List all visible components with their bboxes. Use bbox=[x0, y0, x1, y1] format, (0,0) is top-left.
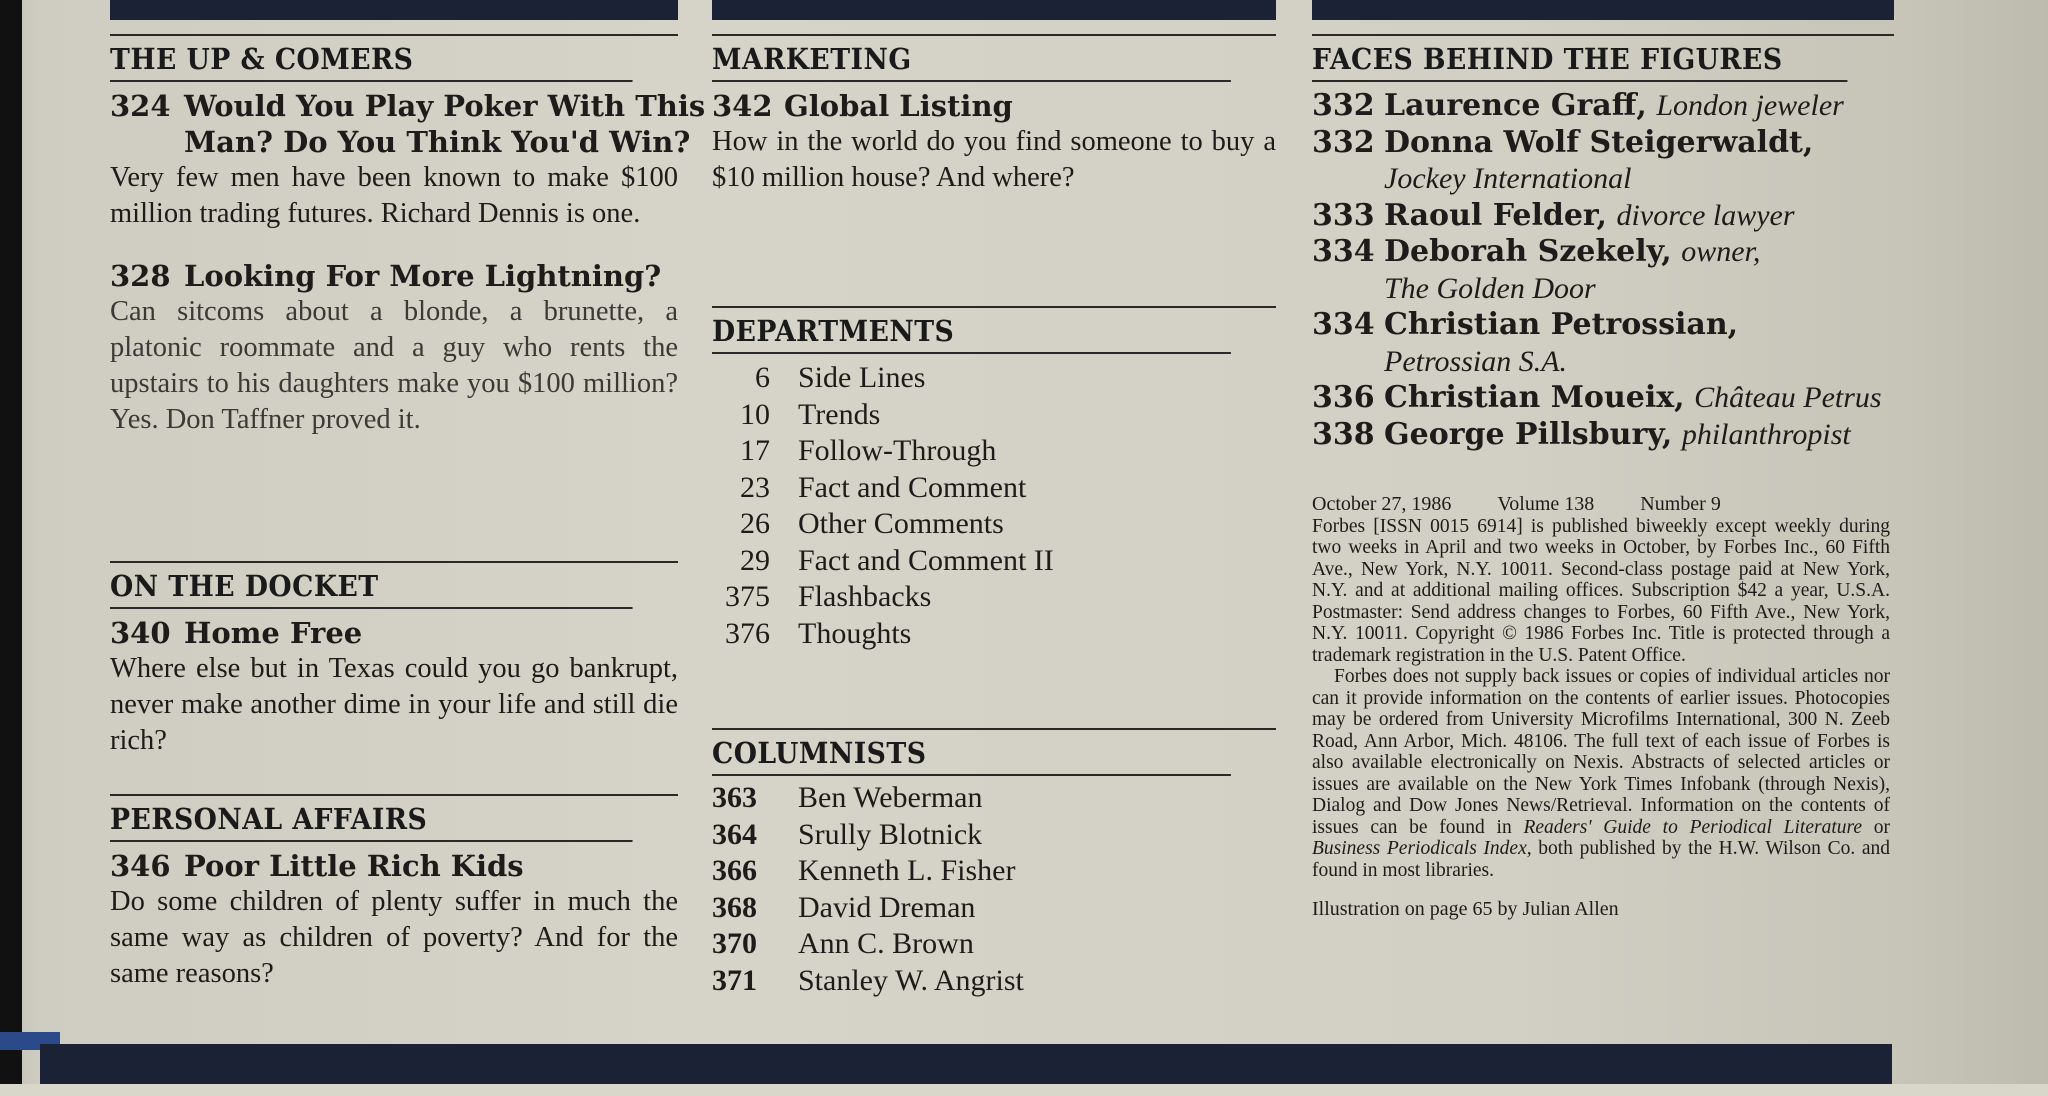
section-personal-affairs bbox=[110, 794, 678, 992]
article-328 bbox=[110, 258, 678, 438]
issue-volume: Volume 138 bbox=[1497, 493, 1595, 515]
section-heading: COLUMNISTS bbox=[712, 730, 1231, 776]
list-item: 333 Raoul Felder, divorce lawyer bbox=[1312, 197, 1795, 233]
article-title: Home Free bbox=[184, 616, 363, 650]
list-item: 23 Fact and Comment bbox=[740, 470, 1027, 504]
article-title: Global Listing bbox=[784, 89, 1013, 123]
departments-list bbox=[712, 360, 1276, 652]
article-dek: Can sitcoms about a blonde, a brunette, a platonic roommate and a guy who rents the upstairs to his daughters make you $100 million? Yes. Don Taffner proved it. bbox=[110, 296, 678, 435]
section-heading: DEPARTMENTS bbox=[712, 308, 1231, 354]
list-item: 334 Deborah Szekely, owner, bbox=[1312, 234, 1761, 269]
section-heading: ON THE DOCKET bbox=[110, 563, 633, 609]
section-heading: FACES BEHIND THE FIGURES bbox=[1312, 36, 1847, 82]
publication-info: Forbes [ISSN 0015 6914] is published biweekly except weekly during two weeks in April and two weeks in October, by Forbes Inc., 60 Fifth Ave., New York, N.Y. 10011. Second-class postage paid at New York, N.Y. and at additional mailing offices. Subscription $42 a year, U.S.A. Postmaster: Send address changes to Forbes, 60 Fifth Ave., New York, N.Y. 10011. Copyright © 1986 Forbes Inc. Title is protected through a trademark registration in the U.S. Patent Office. bbox=[1312, 515, 1890, 666]
illustration-credit: Illustration on page 65 by Julian Allen bbox=[1312, 898, 1619, 920]
list-item: 29 Fact and Comment II bbox=[740, 543, 1054, 577]
article-dek: Where else but in Texas could you go bankrupt, never make another dime in your life and still die rich? bbox=[110, 653, 678, 756]
list-item: 368 David Dreman bbox=[712, 890, 976, 924]
list-item: 6 Side Lines bbox=[755, 361, 926, 394]
article-dek: Do some children of plenty suffer in much the same way as children of poverty? And for the same reasons? bbox=[110, 886, 678, 989]
bottom-bar bbox=[40, 1044, 1892, 1084]
list-item: 364 Srully Blotnick bbox=[712, 817, 983, 851]
list-item: 332 Laurence Graff, London jeweler bbox=[1312, 88, 1844, 123]
section-heading: THE UP & COMERS bbox=[110, 36, 633, 82]
section-departments bbox=[712, 306, 1276, 652]
section-up-and-comers bbox=[110, 34, 706, 438]
list-item: 336 Christian Moueix, Château Petrus bbox=[1312, 380, 1882, 415]
article-342 bbox=[712, 88, 1276, 196]
section-heading: MARKETING bbox=[712, 36, 1231, 82]
top-bar-left bbox=[110, 0, 678, 20]
article-346 bbox=[110, 848, 678, 992]
list-item: 338 George Pillsbury, philanthropist bbox=[1312, 416, 1851, 452]
section-heading: PERSONAL AFFAIRS bbox=[110, 796, 633, 842]
issue-date: October 27, 1986 bbox=[1312, 493, 1452, 515]
role-continued: Jockey International bbox=[1384, 162, 1632, 195]
list-item: 370 Ann C. Brown bbox=[712, 927, 974, 960]
list-item: 363 Ben Weberman bbox=[712, 781, 983, 814]
article-324 bbox=[110, 88, 706, 232]
columnists-list bbox=[712, 780, 1276, 999]
list-item: 376 Thoughts bbox=[725, 616, 912, 650]
list-item: 332 Donna Wolf Steigerwaldt, bbox=[1312, 124, 1814, 160]
section-marketing bbox=[712, 34, 1276, 196]
issue-number: Number 9 bbox=[1640, 493, 1721, 515]
page-number: 324 bbox=[110, 89, 171, 123]
article-title-line1: Would You Play Poker With This bbox=[184, 89, 706, 123]
article-title: Looking For More Lightning? bbox=[184, 259, 662, 293]
article-title: Poor Little Rich Kids bbox=[184, 849, 524, 883]
role-continued: Petrossian S.A. bbox=[1384, 344, 1568, 378]
page-number: 342 bbox=[712, 89, 773, 123]
section-on-the-docket bbox=[110, 561, 678, 759]
top-bar-middle bbox=[712, 0, 1276, 20]
article-dek: How in the world do you find someone to buy a $10 million house? And where? bbox=[712, 126, 1276, 193]
article-340 bbox=[110, 615, 678, 759]
list-item: 375 Flashbacks bbox=[725, 580, 932, 613]
page-number: 328 bbox=[110, 259, 171, 293]
section-columnists bbox=[712, 728, 1276, 999]
list-item: 371 Stanley W. Angrist bbox=[712, 963, 1024, 997]
list-item: 17 Follow-Through bbox=[740, 434, 997, 467]
list-item: 366 Kenneth L. Fisher bbox=[712, 854, 1016, 887]
issue-line bbox=[1312, 494, 1890, 516]
top-bar-right bbox=[1312, 0, 1894, 20]
list-item: 10 Trends bbox=[740, 397, 881, 431]
role-continued: The Golden Door bbox=[1384, 271, 1596, 305]
page-number: 346 bbox=[110, 849, 171, 883]
page-number: 340 bbox=[110, 616, 171, 650]
masthead bbox=[1312, 494, 1890, 921]
list-item: 334 Christian Petrossian, bbox=[1312, 307, 1739, 342]
back-issues-info: Forbes does not supply back issues or copies of individual articles nor can it provide information on the contents of earlier issues. Photocopies may be ordered from University Microfilms International, 300 N. Zeeb Road, Ann Arbor, Mich. 48106. The full text of each issue of Forbes is also available electronically on Nexis. Abstracts of selected articles or issues are available on the New York Times Infobank (through Nexis), Dialog and Dow Jones News/Retrieval. Information on the contents of issues can be found in Readers' Guide to Periodical Literature or Business Periodicals Index, both published by the H.W. Wilson Co. and found in most libraries. bbox=[1312, 666, 1891, 881]
list-item: 26 Other Comments bbox=[740, 507, 1004, 540]
bottom-strip bbox=[0, 1084, 2048, 1096]
faces-list bbox=[1312, 88, 1894, 453]
article-dek: Very few men have been known to make $100 million trading futures. Richard Dennis is one. bbox=[110, 162, 678, 229]
section-faces bbox=[1312, 34, 1894, 453]
article-title-line2: Man? Do You Think You'd Win? bbox=[184, 125, 691, 159]
